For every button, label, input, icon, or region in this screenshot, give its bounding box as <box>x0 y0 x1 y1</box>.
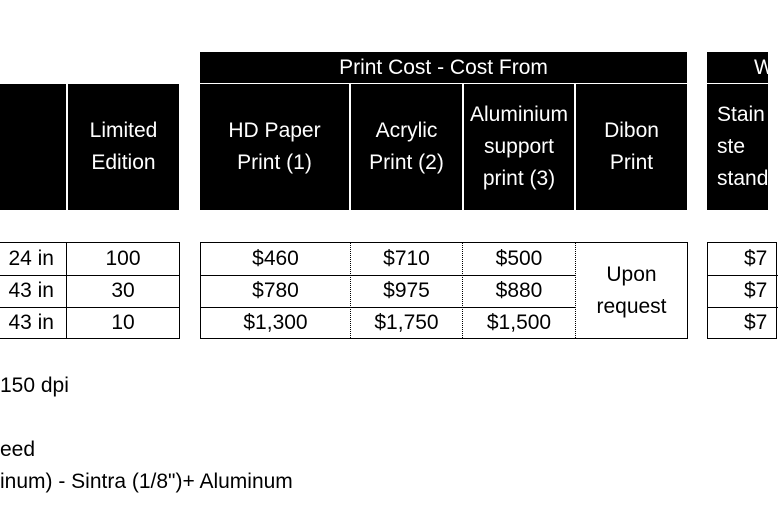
header-hd-paper: HD Paper Print (1) <box>200 84 349 210</box>
hd-paper-price: $460 <box>252 247 299 270</box>
note-bleed: eed <box>0 438 36 461</box>
edition-cell: 30 <box>111 279 135 302</box>
header-acrylic: Acrylic Print (2) <box>351 84 462 210</box>
acrylic-price: $1,750 <box>374 311 439 334</box>
stainless-price: $7 <box>744 279 768 302</box>
stainless-table <box>707 242 777 339</box>
size-edition-table <box>0 242 180 339</box>
header-group-print-cost <box>200 52 687 83</box>
acrylic-price: $710 <box>383 247 430 270</box>
aluminium-price: $880 <box>495 279 543 302</box>
size-cell: 43 in <box>8 279 54 302</box>
note-material: inum) - Sintra (1/8")+ Aluminum <box>0 470 293 493</box>
header-left-blank <box>0 84 66 210</box>
aluminium-price: $1,500 <box>486 311 552 334</box>
acrylic-price: $975 <box>383 279 430 302</box>
hd-paper-price: $780 <box>252 279 299 302</box>
size-cell: 43 in <box>8 311 54 334</box>
size-cell: 24 in <box>8 247 54 270</box>
edition-cell: 10 <box>111 311 135 334</box>
header-limited-edition: Limited Edition <box>68 84 179 210</box>
header-group-next <box>707 52 774 83</box>
note-dpi: 150 dpi <box>0 374 69 397</box>
next-group-fragment: W <box>754 55 774 79</box>
group-title: Print Cost - Cost From <box>339 55 548 79</box>
dibon-price: Upon request <box>596 262 667 318</box>
edition-cell: 100 <box>105 247 141 270</box>
header-stainless: Stain ste stand <box>707 84 768 210</box>
header-aluminium: Aluminium support print (3) <box>464 84 574 210</box>
print-cost-table <box>200 242 688 339</box>
stainless-price: $7 <box>744 311 768 334</box>
hd-paper-price: $1,300 <box>243 311 308 334</box>
stainless-price: $7 <box>744 247 768 270</box>
aluminium-price: $500 <box>495 247 543 270</box>
header-dibon: Dibon Print <box>576 84 687 210</box>
